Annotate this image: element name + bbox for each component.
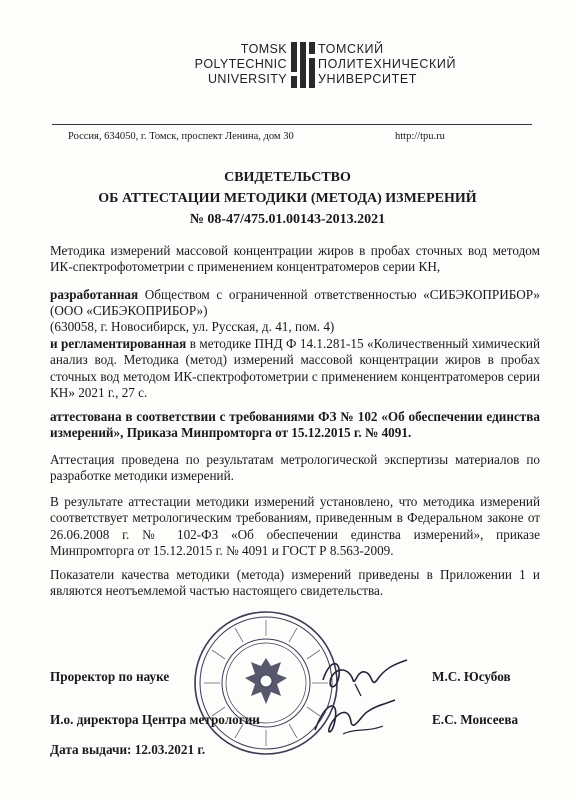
university-address: Россия, 634050, г. Томск, проспект Ленина, дом 30 — [68, 131, 294, 142]
signature-1-mark — [315, 650, 415, 698]
signatory-2-role: И.о. директора Центра метрологии — [50, 712, 260, 727]
attestation-result: В результате аттестации методики измерений установлено, что методика измерений соответствует метрологическим требованиям, приведенным в Федеральном законе от 26.06.2008 г. № 102-ФЗ «Об обеспечении единства измерений», приказе Минпромторга от 15.12.2015 г. № 4091 и ГОСТ Р 8.563-2009. — [50, 494, 540, 559]
logo-russian-text — [318, 42, 518, 87]
university-url: http://tpu.ru — [395, 131, 445, 142]
logo-en-line-3: UNIVERSITY — [207, 72, 287, 86]
method-description: Методика измерений массовой концентрации жиров в пробах сточных вод методом ИК-спектрофотометрии с применением концентратомеров серии КН, — [50, 243, 540, 275]
logo-english-text — [150, 42, 287, 87]
quality-indicators-note: Показатели качества методики (метода) измерений приведены в Приложении 1 и являются неотъемлемой частью настоящего свидетельства. — [50, 567, 540, 599]
developer-address: (630058, г. Новосибирск, ул. Русская, д. 41, пом. 4) — [50, 319, 335, 334]
attestation-statement — [50, 409, 540, 442]
issue-date: Дата выдачи: 12.03.2021 г. — [50, 742, 206, 757]
signature-2-mark — [305, 692, 400, 742]
logo-ru-line-3: УНИВЕРСИТЕТ — [318, 72, 418, 86]
signatory-1-role: Проректор по науке — [50, 669, 170, 684]
document-title: СВИДЕТЕЛЬСТВО — [224, 170, 351, 185]
developer-paragraph — [50, 287, 540, 320]
signatory-1-name: М.С. Юсубов — [432, 669, 511, 684]
regulation-label: и регламентированная — [50, 336, 187, 351]
logo-en-line-1: TOMSK — [240, 42, 287, 56]
certificate-number: № 08-47/475.01.00143-2013.2021 — [189, 212, 386, 227]
developer-label: разработанная — [50, 287, 139, 302]
attestation-basis: Аттестация проведена по результатам метрологической экспертизы материалов по разработке методики измерений. — [50, 452, 540, 484]
logo-en-line-2: POLYTECHNIC — [194, 57, 287, 71]
logo-ru-line-2: ПОЛИТЕХНИЧЕСКИЙ — [318, 57, 457, 71]
signatory-2-name: Е.С. Моисеева — [432, 712, 519, 727]
regulation-text: в методике ПНД Ф 14.1.281-15 «Количественный химический анализ вод. Методика (метод) измерений массовой концентрации жиров в пробах сточных вод методом ИК-спектрофотометрии с применением концентратомеров серии КН» 2021 г., 27 с. — [50, 336, 540, 401]
attestation-statement-text: аттестована в соответствии с требованиями ФЗ № 102 «Об обеспечении единства измерений», Приказа Минпромторга от 15.12.2015 г. № 4091. — [50, 409, 540, 441]
header-divider — [52, 124, 532, 125]
logo-ru-line-1: ТОМСКИЙ — [318, 42, 384, 56]
developer-text: Обществом с ограниченной ответственностью «СИБЭКОПРИБОР» (ООО «СИБЭКОПРИБОР») — [50, 287, 540, 319]
regulation-paragraph — [50, 336, 540, 402]
document-subtitle: ОБ АТТЕСТАЦИИ МЕТОДИКИ (МЕТОДА) ИЗМЕРЕНИЙ — [98, 191, 477, 206]
tpu-logo-mark-icon — [291, 42, 315, 88]
